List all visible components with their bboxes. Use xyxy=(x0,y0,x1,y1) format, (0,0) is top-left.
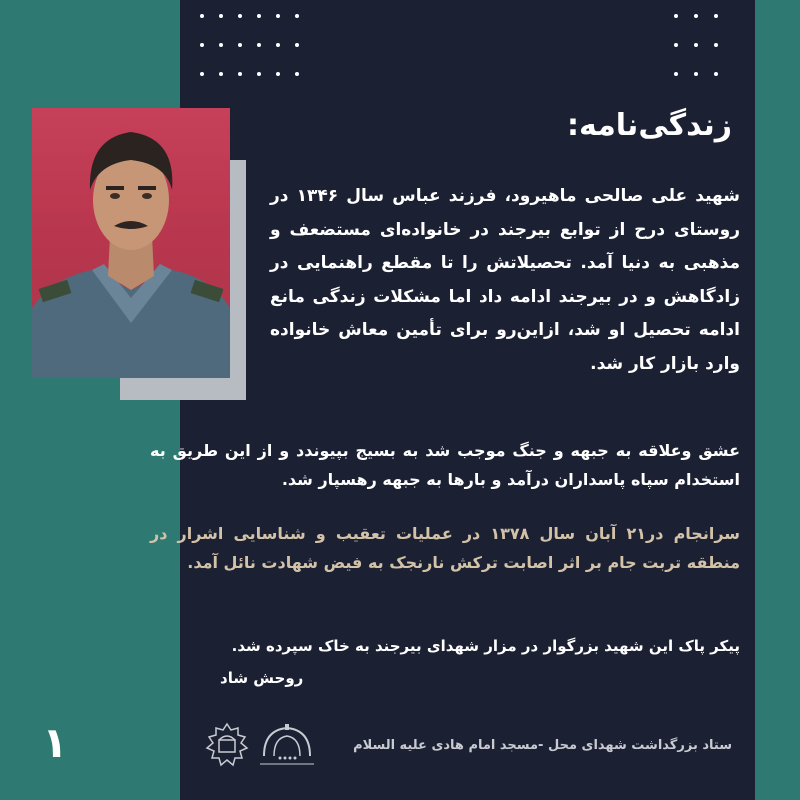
closing-prayer: روحش شاد xyxy=(220,669,304,687)
page-number: ۱ xyxy=(42,718,68,767)
biography-title: زندگی‌نامه: xyxy=(567,108,732,143)
biography-paragraph-1: شهید علی صالحی ماهیرود، فرزند عباس سال ۱۳۴۶ در روستای درح از توابع بیرجند در خانواده‌ای مستضعف و مذهبی به دنیا آمد. تحصیلاتش را تا مقطع راهنمایی در زادگاهش و در بیرجند ادامه داد اما مشکلات زندگی مانع ادامه تحصیل او شد، ازاین‌رو برای تأمین معاش خانواده وارد بازار کار شد. xyxy=(270,186,740,374)
biography-paragraph-3: سرانجام در۲۱ آبان سال ۱۳۷۸ در عملیات تعقیب و شناسایی اشرار در منطقه تربت جام بر اثر اصابت ترکش نارنجک به فیض شهادت نائل آمد. xyxy=(150,524,741,572)
biography-paragraph-2: عشق وعلاقه به جبهه و جنگ موجب شد به بسیج بپیوندد و از این طریق به استخدام سپاه پاسداران درآمد و بارها به جبهه رهسپار شد. xyxy=(150,441,740,489)
mosque-logo-icon xyxy=(204,722,250,772)
masjid-emblem-icon xyxy=(256,722,318,772)
portrait-photo xyxy=(32,108,230,378)
footer-organization: ستاد بزرگداشت شهدای محل -مسجد امام هادی علیه السلام xyxy=(353,738,732,753)
biography-paragraph-4: پیکر پاک این شهید بزرگوار در مزار شهدای بیرجند به خاک سپرده شد. xyxy=(231,637,740,655)
